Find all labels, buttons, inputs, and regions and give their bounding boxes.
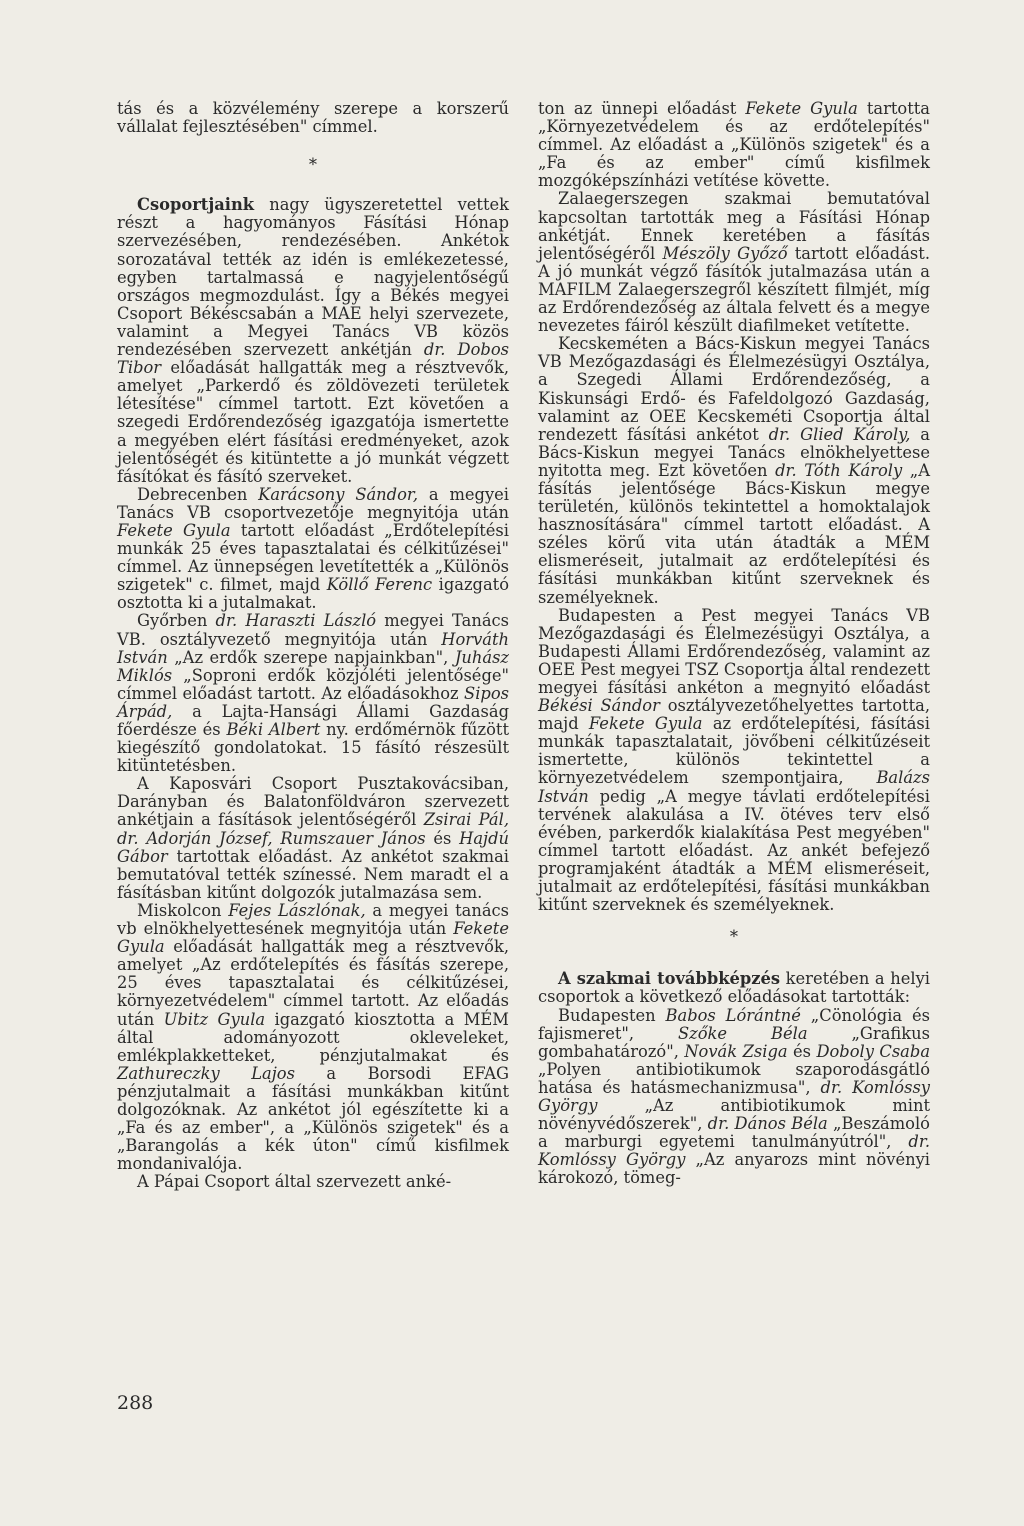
text-run: a megyei tanács vb elnökhelyettesének megnyitója után <box>117 900 509 939</box>
italic-name: Mészöly Győző <box>662 243 788 263</box>
text-run: megyei Tanács VB. osztályvezető megnyitója után <box>117 611 510 649</box>
paragraph <box>538 190 930 335</box>
text-run: Budapesten <box>558 1005 666 1025</box>
italic-name: Szőke Béla <box>678 1023 808 1043</box>
italic-name: Sipos Árpád, <box>117 683 509 721</box>
text-run: Győrben <box>137 611 216 631</box>
text-run: Miskolcon <box>137 900 229 920</box>
text-run: nagy ügyszeretettel vettek részt a hagyományos Fásítási Hónap szervezésében, rendezésében. Ankétok sorozatával tették az idén is emlékezetessé, egyben tartalmassá e nagyjelentőségű országos megmozdulást. Így a Békés megyei Csoport Békéscsabán a MAE helyi szervezete, valamint a Megyei Tanács VB közös rendezésében szervezett ankétján <box>117 195 509 360</box>
text-run: A Kaposvári Csoport Pusztakovácsiban, Darányban és Balatonföldváron szervezett ankétjain a fásítások jelentőségéről <box>117 774 509 830</box>
text-run: a megyei Tanács VB csoportvezetője megnyitója után <box>117 484 509 522</box>
right-column <box>538 100 930 1187</box>
text-run: „Az erdők szerepe napjainkban", <box>167 647 455 667</box>
italic-name: dr. Tóth Károly <box>775 460 903 480</box>
text-run: „Beszámoló a marburgi egyetemi tanulmányútról", <box>538 1114 930 1152</box>
paragraph <box>538 100 930 190</box>
paragraph <box>538 335 930 606</box>
italic-name: Novák Zsiga <box>684 1041 788 1061</box>
text-run: a Borsodi EFAG pénzjutalmait a fásítási munkákban kitűnt dolgozóknak. Az ankétot jól egészítette ki a „Fa és az ember", a „Különös szigetek" és a „Barangolás a kék úton" című kisfilmek mondanivalója. <box>117 1063 509 1174</box>
text-run: igazgató kiosztotta a MÉM által adományozott okleveleket, emlékplakketteket, pénzjutalmakat és <box>117 1009 509 1065</box>
italic-name: Köllő Ferenc <box>326 575 433 595</box>
italic-name: Fekete Gyula <box>745 99 858 118</box>
text-run: az erdőtelepítési, fásítási munkák tapasztalatait, jövőbeni célkitűzéseit ismertette, különös tekintettel a környezetvédelem szempontjaira, <box>538 714 930 788</box>
italic-name: Horváth István <box>117 629 509 667</box>
italic-name: dr. Dános Béla <box>707 1114 828 1134</box>
italic-name: Karácsony Sándor, <box>258 484 419 504</box>
paragraph <box>538 970 930 1006</box>
paragraph <box>117 486 509 613</box>
text-run: osztályvezetőhelyettes tartotta, majd <box>538 696 930 734</box>
text-run: Kecskeméten a Bács-Kiskun megyei Tanács VB Mezőgazdasági és Élelmezésügyi Osztálya, a Szegedi Állami Erdőrendezőség, a Kiskunsági Erdő- és Fafeldolgozó Gazdaság, valamint az OEE Kecskeméti Csoportja által rendezett fásítási ankétot <box>538 334 930 444</box>
italic-name: Hajdú Gábor <box>117 828 510 866</box>
italic-name: Fejes Lászlónak, <box>228 900 366 920</box>
text-run: tartott előadást „Erdőtelepítési munkák 25 éves tapasztalatai és célkitűzései" címmel. Az ünnepségen levetítették a „Különös szigetek" c. filmet, majd <box>117 520 509 595</box>
italic-name: Zathureczky Lajos <box>117 1063 295 1083</box>
text-run: ton az ünnepi előadást <box>538 99 746 118</box>
bold-lead: Csoportjaink <box>137 195 255 215</box>
italic-name: Zsirai Pál, dr. Adorján József, Rumszauer János <box>117 810 509 848</box>
text-run: „Polyen antibiotikumok szaporodásgátló hatása és hatásmechanizmusa", <box>538 1059 930 1097</box>
italic-name: Fekete Gyula <box>588 714 703 734</box>
text-run: igazgató osztotta ki a jutalmakat. <box>117 575 509 613</box>
text-run: „Grafikus gombahatározó", <box>538 1023 930 1061</box>
text-run: ny. erdőmérnök fűzött kiegészítő gondolatokat. 15 fásító részesült kitüntetésben. <box>117 720 509 776</box>
text-run: pedig „A megye távlati erdőtelepítési tervének alakulása a IV. ötéves terv első évében, parkerdők kialakítása Pest megyében" címmel tartott előadást. Az ankét befejező programjaként átadták a MÉM elismeréseit, jutalmait az erdőtelepítési, fásítási munkákban kitűnt szerveknek és személyeknek. <box>538 786 930 915</box>
italic-name: dr. Glied Károly, <box>768 424 911 444</box>
text-run: Debrecenben <box>137 484 259 504</box>
text-run: a Bács-Kiskun megyei Tanács elnökhelyettese nyitotta meg. Ezt követően <box>538 424 930 480</box>
paragraph <box>538 1007 930 1188</box>
text-run: „Az antibiotikumok mint növényvédőszerek", <box>538 1095 930 1134</box>
section-separator: * <box>729 927 739 947</box>
italic-name: Balázs István <box>538 768 930 806</box>
text-run: Zalaegerszegen szakmai bemutatóval kapcsoltan tartották meg a Fásítási Hónap ankétját. Ennek keretében a fásítás jelentőségéről <box>538 189 930 263</box>
text-run: tartotta „Környezetvédelem és az erdőtelepítés" címmel. Az előadást a „Különös szigetek" és a „Fa és az ember" című kisfilmek mozgóképszínházi vetítése követte. <box>538 99 930 191</box>
italic-name: dr. Dobos Tibor <box>117 340 509 378</box>
paragraph <box>117 775 509 902</box>
italic-name: Babos Lórántné <box>665 1005 801 1025</box>
text-run: a Lajta-Hansági Állami Gazdaság főerdésze és <box>117 701 509 739</box>
italic-name: dr. Komlóssy György <box>538 1077 931 1115</box>
paragraph <box>117 1173 509 1191</box>
text-run: előadását hallgatták meg a résztvevők, amelyet „Parkerdő és zöldövezeti területek létesítése" címmel tartott. Ezt követően a szegedi Erdőrendezőség igazgatója ismertette a megyében elért fásítási eredményeket, azok jelentőségét és kitüntette a jó munkát végzett fásítókat és fásító szerveket. <box>117 358 509 486</box>
paragraph <box>117 902 509 1173</box>
section-separator: * <box>308 155 318 175</box>
text-run: keretében a helyi csoportok a következő előadásokat tartották: <box>538 969 930 1007</box>
left-column <box>117 100 509 1191</box>
text-run: és <box>425 828 460 848</box>
italic-name: Fekete Gyula <box>117 919 509 957</box>
text-run: tás és a közvélemény szerepe a korszerű vállalat fejlesztésében" címmel. <box>117 99 509 137</box>
paragraph <box>117 100 509 136</box>
italic-name: Békési Sándor <box>538 696 660 716</box>
text-run: „Soproni erdők közjóléti jelentősége" címmel előadást tartott. Az előadásokhoz <box>117 665 509 703</box>
italic-name: Ubitz Gyula <box>163 1009 266 1029</box>
text-run: tartott előadást. A jó munkát végző fásítók jutalmazása után a MAFILM Zalaegerszegről készített filmjét, míg az Erdőrendezőség az általa felvett és a megye nevezetes fáiról készült diafilmeket vetítette. <box>538 243 930 336</box>
italic-name: Doboly Csaba <box>816 1041 931 1061</box>
page-number: 288 <box>117 1392 154 1414</box>
text-run: Budapesten a Pest megyei Tanács VB Mezőgazdasági és Élelmezésügyi Osztálya, a Budapesti Állami Erdőrendezőség, valamint az OEE Pest megyei TSZ Csoportja által rendezett megyei fásítási ankéton a megnyitó előadást <box>538 605 930 697</box>
text-run: tartottak előadást. Az ankétot szakmai bemutatóval tették színessé. Nem maradt el a fásításban kitűnt dolgozók jutalmazása sem. <box>117 846 509 902</box>
italic-name: Juhász Miklós <box>117 647 509 685</box>
italic-name: dr. Haraszti László <box>215 611 377 631</box>
text-run: előadását hallgatták meg a résztvevők, amelyet „Az erdőtelepítés és fásítás szerepe, 25 éves tapasztalatai és célkitűzései, környezetvédelem" címmel tartott. Az előadás után <box>117 937 509 1029</box>
text-run: „A fásítás jelentősége Bács-Kiskun megye területén, különös tekintettel a homoktalajok hasznosítására" címmel tartott előadást. A széles körű vita után átadták a MÉM elismeréseit, jutalmait az erdőtelepítési és fásítási munkákban kitűnt szerveknek és személyeknek. <box>538 460 931 607</box>
paragraph <box>117 196 509 486</box>
text-run: „Az anyarozs mint növényi károkozó, tömeg- <box>538 1150 930 1188</box>
text-run: A Pápai Csoport által szervezett anké- <box>137 1172 452 1192</box>
text-run: „Cönológia és fajismeret", <box>538 1005 930 1043</box>
paragraph <box>538 607 930 915</box>
paragraph <box>117 612 509 775</box>
italic-name: dr. Komlóssy György <box>538 1132 930 1170</box>
text-run: és <box>787 1041 817 1061</box>
italic-name: Fekete Gyula <box>117 520 231 540</box>
bold-lead: A szakmai továbbképzés <box>558 969 781 989</box>
italic-name: Béki Albert <box>226 720 321 739</box>
